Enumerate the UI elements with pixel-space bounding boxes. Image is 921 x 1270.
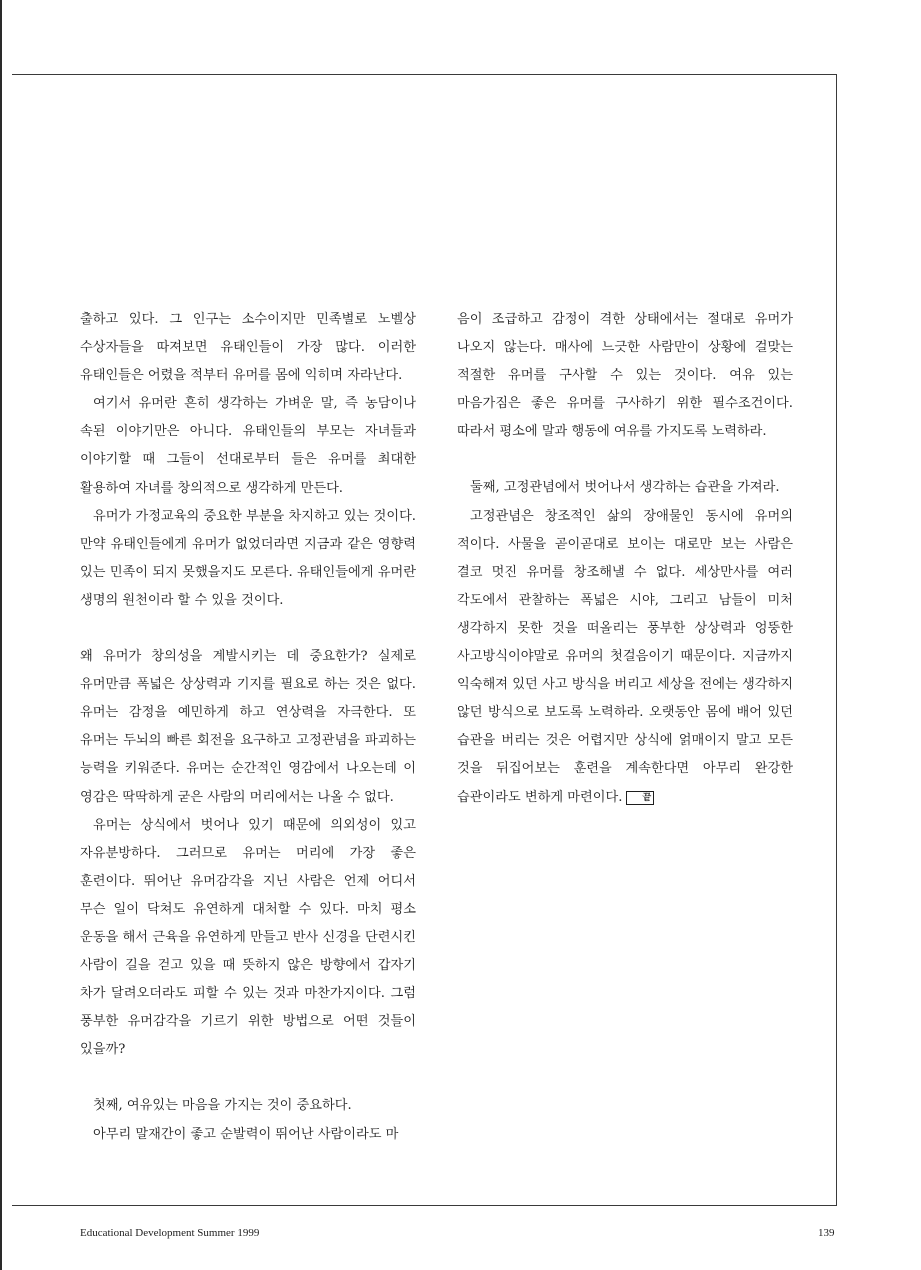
paragraph: [80, 1092, 416, 1120]
paragraph: [457, 503, 793, 812]
left-column: [80, 306, 416, 1149]
paragraph: [80, 1121, 416, 1149]
paragraph-gap: [80, 615, 416, 643]
paragraph-text: 유머가 가정교육의 중요한 부분을 차지하고 있는 것이다. 만약 유태인들에게 유머가 없었더라면 지금과 같은 영향력 있는 민족이 되지 못했을지도 모른다. 유태인들에게 유머란 생명의 원천이라 할 수 있을 것이다.: [80, 508, 416, 608]
paragraph-text: 음이 조급하고 감정이 격한 상태에서는 절대로 유머가 나오지 않는다. 매사에 느긋한 사람만이 상황에 걸맞는 적절한 유머를 구사할 수 있는 것이다. 여유 있는 마음가짐은 좋은 유머를 구사하기 위한 필수조건이다. 따라서 평소에 말과 행동에 여유를 가지도록 노력하라.: [457, 312, 793, 440]
paragraph-text: 고정관념은 창조적인 삶의 장애물인 동시에 유머의 적이다. 사물을 곧이곧대로 보이는 대로만 보는 사람은 결코 멋진 유머를 창조해낼 수 없다. 세상만사를 여러 각도에서 관찰하는 폭넓은 시야, 그리고 남들이 미처 생각하지 못한 것을 떠올리는 풍부한 상상력과 엉뚱한 사고방식이야말로 유머의 첫걸음이기 때문이다. 지금까지 익숙해져 있던 사고 방식을 버리고 세상을 전에는 생각하지 않던 방식으로 보도록 노력하라. 오랫동안 몸에 배어 있던 습관을 버리는 것은 어렵지만 상식에 얽매이지 말고 모든 것을 뒤집어보는 훈련을 계속한다면 아무리 완강한 습관이라도 변하게 마련이다.: [457, 508, 793, 805]
top-rule: [12, 74, 837, 75]
page-edge: [0, 0, 2, 1270]
paragraph-text: 둘째, 고정관념에서 벗어나서 생각하는 습관을 가져라.: [470, 480, 780, 496]
paragraph-gap: [80, 1064, 416, 1092]
paragraph-text: 아무리 말재간이 좋고 순발력이 뛰어난 사람이라도 마: [93, 1126, 399, 1142]
right-rule: [836, 74, 837, 1206]
paragraph: [80, 306, 416, 390]
paragraph-gap: [457, 446, 793, 474]
paragraph-text: 왜 유머가 창의성을 계발시키는 데 중요한가? 실제로 유머만큼 폭넓은 상상력과 기지를 필요로 하는 것은 없다. 유머는 감정을 예민하게 하고 연상력을 자극한다. 또 유머는 두뇌의 빠른 회전을 요구하고 고정관념을 파괴하는 능력을 키워준다. 유머는 순간적인 영감에서 나오는데 이 영감은 딱딱하게 굳은 사람의 머리에서는 나올 수 없다.: [80, 649, 416, 805]
page-number: 139: [818, 1227, 835, 1239]
paragraph: [457, 474, 793, 502]
right-column: [457, 306, 793, 812]
paragraph-text: 유머는 상식에서 벗어나 있기 때문에 의외성이 있고 자유분방하다. 그러므로 유머는 머리에 가장 좋은 훈련이다. 뛰어난 유머감각을 지닌 사람은 언제 어디서 무슨 일이 닥쳐도 유연하게 대처할 수 있다. 마치 평소 운동을 해서 근육을 유연하게 만들고 반사 신경을 단련시킨 사람이 길을 걷고 있을 때 뜻하지 않은 방향에서 갑자기 차가 달려오더라도 피할 수 있는 것과 마찬가지이다. 그럼 풍부한 유머감각을 기르기 위한 방법으로 어떤 것들이 있을까?: [80, 817, 416, 1058]
paragraph-text: 여기서 유머란 흔히 생각하는 가벼운 말, 즉 농담이나 속된 이야기만은 아니다. 유태인들의 부모는 자녀들과 이야기할 때 그들이 선대로부터 들은 유머를 최대한 활용하여 자녀를 창의적으로 생각하게 만든다.: [80, 396, 416, 496]
paragraph-text: 출하고 있다. 그 인구는 소수이지만 민족별로 노벨상 수상자들을 따져보면 유태인들이 가장 많다. 이러한 유태인들은 어렸을 적부터 유머를 몸에 익히며 자라난다.: [80, 312, 416, 384]
end-mark-icon: 끝: [626, 791, 654, 805]
paragraph: [80, 643, 416, 812]
paragraph-text: 첫째, 여유있는 마음을 가지는 것이 중요하다.: [93, 1098, 352, 1114]
footer-publication: Educational Development Summer 1999: [80, 1227, 260, 1239]
paragraph: [80, 812, 416, 1065]
bottom-rule: [12, 1205, 837, 1206]
paragraph: [457, 306, 793, 446]
paragraph: [80, 390, 416, 502]
paragraph: [80, 503, 416, 615]
